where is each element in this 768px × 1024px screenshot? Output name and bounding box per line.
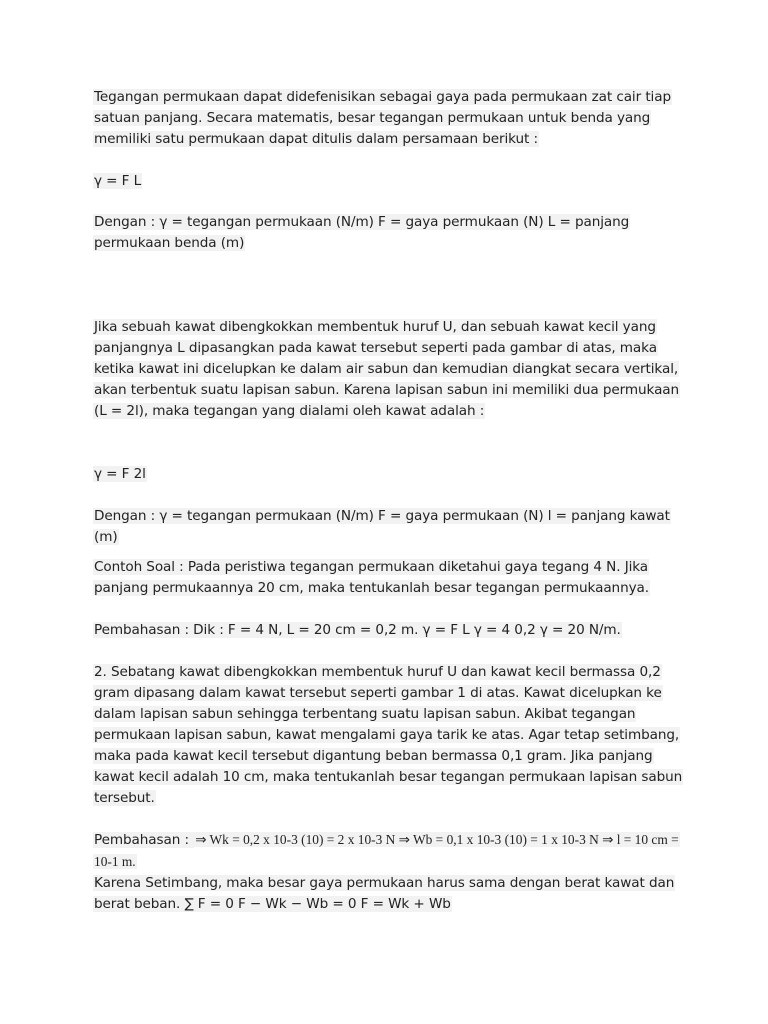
solution-2-label: Pembahasan : (94, 832, 194, 848)
definition-1-text: Dengan : γ = tegangan permukaan (N/m) F = gaya permukaan (N) L = panjang permukaan benda (m) (94, 214, 630, 251)
balance-text: Karena Setimbang, maka besar gaya permukaan harus sama dengan berat kawat dan berat beban. ∑ F = 0 F − Wk − Wb = 0 F = Wk + Wb (94, 875, 675, 912)
solution-1-text: Pembahasan : Dik : F = 4 N, L = 20 cm = 0,2 m. γ = F L γ = 4 0,2 γ = 20 N/m. (94, 622, 621, 638)
equation-1 (93, 171, 683, 192)
equation-2-text: γ = F 2l (94, 466, 146, 482)
example-question (93, 557, 683, 599)
problem-2-text: 2. Sebatang kawat dibengkokkan membentuk huruf U dan kawat kecil bermassa 0,2 gram dipasang dalam kawat tersebut seperti gambar 1 di atas. Kawat dicelupkan ke dalam lapisan sabun sehingga terbentang suatu lapisan sabun. Akibat tegangan permukaan lapisan sabun, kawat mengalami gaya tarik ke atas. Agar tetap setimbang, maka pada kawat kecil tersebut digantung beban bermassa 0,1 gram. Jika panjang kawat kecil adalah 10 cm, maka tentukanlah besar tegangan permukaan lapisan sabun tersebut. (94, 664, 683, 806)
equation-1-text: γ = F L (94, 173, 142, 189)
wire-paragraph (93, 317, 683, 422)
wire-paragraph-text: Jika sebuah kawat dibengkokkan membentuk huruf U, dan sebuah kawat kecil yang panjangnya L dipasangkan pada kawat tersebut seperti pada gambar di atas, maka ketika kawat ini dicelupkan ke dalam air sabun dan kemudian diangkat secara vertikal, akan terbentuk suatu lapisan sabun. Karena lapisan sabun ini memiliki dua permukaan (L = 2l), maka tegangan yang dialami oleh kawat adalah : (94, 319, 680, 419)
intro-text: Tegangan permukaan dapat didefenisikan sebagai gaya pada permukaan zat cair tiap satuan panjang. Secara matematis, besar tegangan permukaan untuk benda yang memiliki satu permukaan dapat ditulis dalam persamaan berikut : (94, 89, 671, 147)
example-question-text: Contoh Soal : Pada peristiwa tegangan permukaan diketahui gaya tegang 4 N. Jika panjang permukaannya 20 cm, maka tentukanlah besar tegangan permukaannya. (94, 559, 649, 596)
solution-1 (93, 620, 683, 641)
solution-2-formula: ⇒ Wk = 0,2 x 10-3 (10) = 2 x 10-3 N ⇒ Wb = 0,1 x 10-3 (10) = 1 x 10-3 N ⇒ l = 10 cm = 10-1 m. (94, 832, 679, 869)
problem-2 (93, 662, 683, 809)
intro-paragraph (93, 87, 683, 150)
equation-2 (93, 464, 683, 485)
definition-2-text: Dengan : γ = tegangan permukaan (N/m) F = gaya permukaan (N) l = panjang kawat (m) (94, 508, 670, 545)
solution-2 (93, 829, 683, 915)
definition-2 (93, 506, 683, 548)
definition-1 (93, 212, 683, 254)
